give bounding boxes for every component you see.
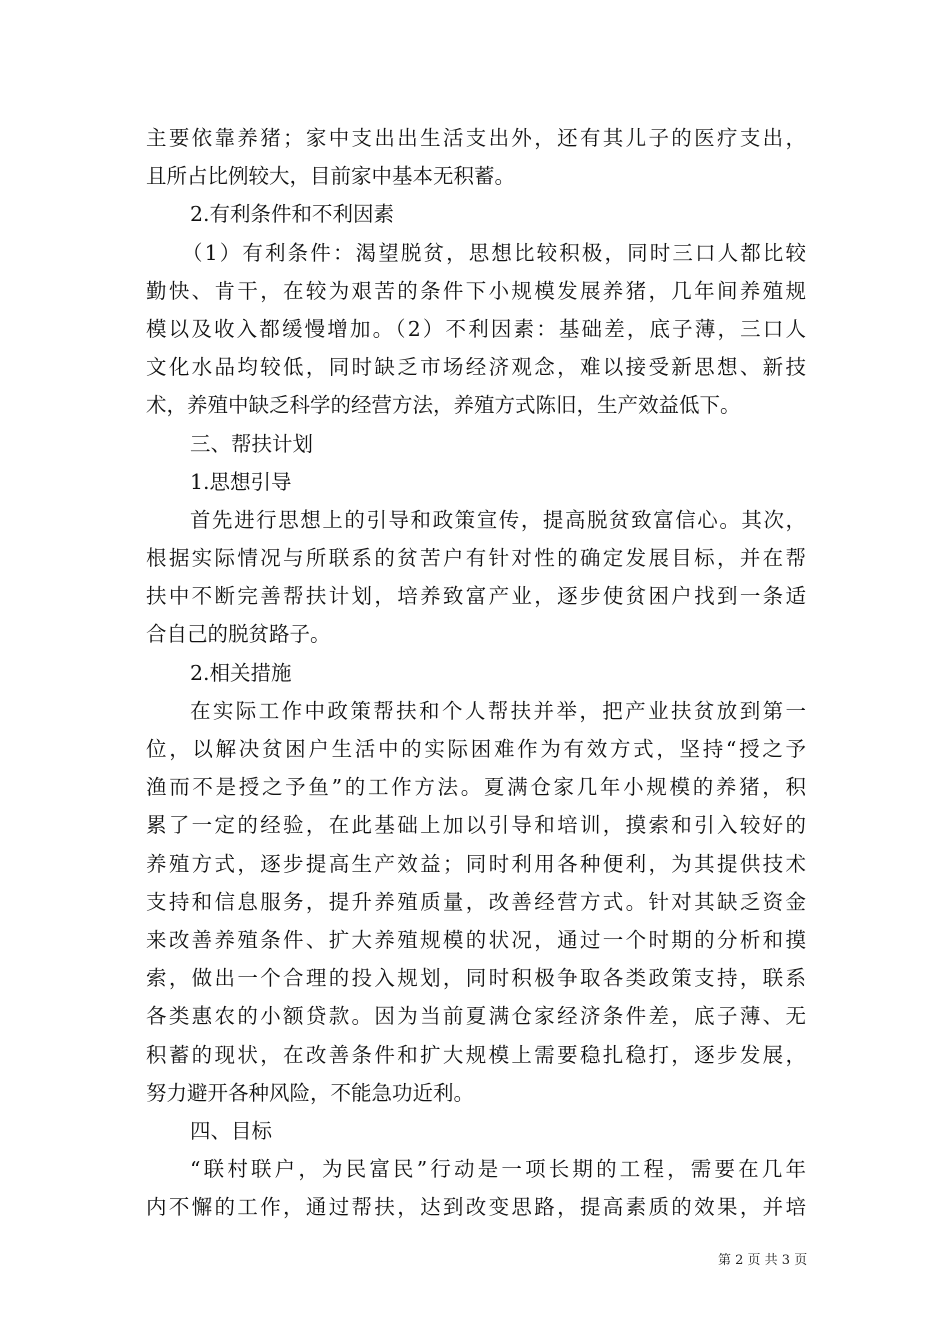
- paragraph-line: 累了一定的经验，在此基础上加以引导和培训，摸索和引入较好的: [146, 813, 806, 838]
- paragraph-line: 位，以解决贫困户生活中的实际困难作为有效方式，坚持“授之予: [146, 737, 806, 761]
- paragraph-line: 各类惠农的小额贷款。因为当前夏满仓家经济条件差，底子薄、无: [146, 1004, 806, 1029]
- paragraph-line: 来改善养殖条件、扩大养殖规模的状况，通过一个时期的分析和摸: [146, 927, 806, 952]
- paragraph-line: （1）有利条件：渴望脱贫，思想比较积极，同时三口人都比较: [182, 240, 806, 265]
- paragraph-line: 首先进行思想上的引导和政策宣传，提高脱贫致富信心。其次，: [190, 507, 806, 532]
- section-subheading: 2.相关措施: [190, 660, 292, 685]
- section-subheading: 1.思想引导: [190, 469, 292, 494]
- paragraph-line: 在实际工作中政策帮扶和个人帮扶并举，把产业扶贫放到第一: [190, 698, 806, 723]
- section-heading: 四、目标: [190, 1118, 272, 1143]
- paragraph-line: 根据实际情况与所联系的贫苦户有针对性的确定发展目标，并在帮: [146, 546, 806, 571]
- paragraph-line: 文化水品均较低，同时缺乏市场经济观念，难以接受新思想、新技: [146, 355, 806, 380]
- section-heading: 三、帮扶计划: [190, 431, 313, 456]
- paragraph-line: 索，做出一个合理的投入规划，同时积极争取各类政策支持，联系: [146, 966, 806, 991]
- paragraph-line: 支持和信息服务，提升养殖质量，改善经营方式。针对其缺乏资金: [146, 889, 806, 914]
- paragraph-line: 模以及收入都缓慢增加。（2）不利因素：基础差，底子薄，三口人: [146, 316, 806, 341]
- paragraph-line: 且所占比例较大，目前家中基本无积蓄。: [146, 164, 515, 189]
- paragraph-line: 养殖方式，逐步提高生产效益；同时利用各种便利，为其提供技术: [146, 851, 806, 876]
- page-number: 第 2 页 共 3 页: [718, 1253, 808, 1268]
- paragraph-line: 努力避开各种风险，不能急功近利。: [146, 1080, 474, 1105]
- paragraph-line: 术，养殖中缺乏科学的经营方法，养殖方式陈旧，生产效益低下。: [146, 393, 741, 418]
- document-body: [146, 119, 806, 1226]
- paragraph-line: 渔而不是授之予鱼”的工作方法。夏满仓家几年小规模的养猪，积: [146, 775, 806, 800]
- paragraph-line: 合自己的脱贫路子。: [146, 622, 331, 647]
- paragraph-line: 内不懈的工作，通过帮扶，达到改变思路，提高素质的效果，并培: [146, 1195, 806, 1220]
- paragraph-line: 主要依靠养猪；家中支出出生活支出外，还有其儿子的医疗支出，: [146, 126, 806, 150]
- paragraph-line: 勤快、肯干，在较为艰苦的条件下小规模发展养猪，几年间养殖规: [146, 278, 806, 303]
- paragraph-line: “联村联户，为民富民”行动是一项长期的工程，需要在几年: [190, 1157, 806, 1182]
- paragraph-line: 积蓄的现状，在改善条件和扩大规模上需要稳扎稳打，逐步发展，: [146, 1042, 806, 1067]
- paragraph-line: 扶中不断完善帮扶计划，培养致富产业，逐步使贫困户找到一条适: [146, 584, 806, 609]
- section-subheading: 2.有利条件和不利因素: [190, 202, 395, 227]
